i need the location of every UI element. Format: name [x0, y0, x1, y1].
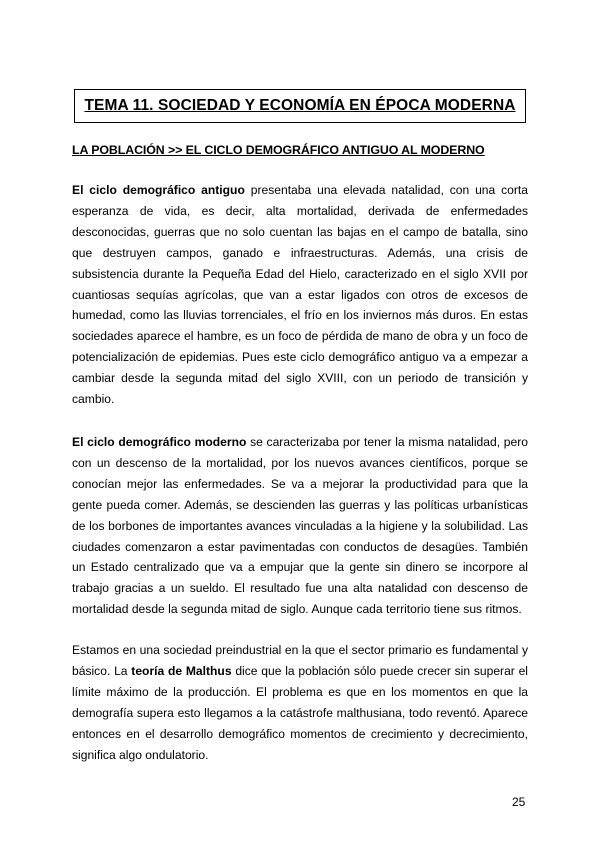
paragraph-body: presentaba una elevada natalidad, con una corta esperanza de vida, es decir, alta mortalidad, derivada de enfermedades desconocidas, guerras que no solo cuentan las bajas en el campo de batalla, sino que destruyen campos, ganado e infraestructuras. Además, una crisis de subsistencia durante la Pequeña Edad del Hielo, caracterizado en el siglo XVII por cuantiosas sequías agrícolas, que van a estar ligados con otros de excesos de humedad, como las lluvias torrenciales, el frío en los inviernos más duros. En estas sociedades aparece el hambre, es un foco de pérdida de mano de obra y un foco de potencialización de epidemias. Pues este ciclo demográfico antiguo va a empezar a cambiar desde la segunda mitad del siglo XVIII, con un periodo de transición y cambio. — [72, 183, 528, 407]
title-box — [74, 89, 526, 123]
paragraph-malthus — [72, 640, 528, 765]
page-number: 25 — [512, 795, 526, 809]
paragraph-ancient-cycle — [72, 180, 528, 410]
paragraph-body-after: dice que la población sólo puede crecer sin superar el límite máximo de la producción. El problema es que en los momentos en que la demografía supera esto llegamos a la catástrofe malthusiana, todo reventó. Aparece entonces en el desarrollo demográfico momentos de crecimiento y decrecimiento, significa algo ondulatorio. — [72, 663, 528, 762]
page-title: TEMA 11. SOCIEDAD Y ECONOMÍA EN ÉPOCA MODERNA — [84, 97, 516, 114]
paragraph-lead-bold: El ciclo demográfico antiguo — [72, 183, 245, 197]
section-subtitle: LA POBLACIÓN >> EL CICLO DEMOGRÁFICO ANTIGUO AL MODERNO — [72, 143, 485, 157]
paragraph-body: se caracterizaba por tener la misma natalidad, pero con un descenso de la mortalidad, por los nuevos avances científicos, porque se conocían mejor las enfermedades. Se va a mejorar la productividad para que la gente pueda comer. Además, se descienden las guerras y las políticas urbanísticas de los borbones de importantes avances vinculadas a la higiene y la solubilidad. Las ciudades comenzaron a estar pavimentadas con conductos de desagües. También un Estado centralizado que va a empujar que la gente sin dinero se incorpore al trabajo gracias a un sueldo. El resultado fue una alta natalidad con descenso de mortalidad desde la segunda mitad de siglo. Aunque cada territorio tiene sus ritmos. — [72, 435, 528, 617]
paragraph-modern-cycle — [72, 432, 528, 620]
paragraph-body-before: Estamos en una sociedad preindustrial en la que el sector primario es fundamental y básico. La — [72, 643, 528, 678]
paragraph-lead-bold: El ciclo demográfico moderno — [72, 435, 247, 449]
malthus-theory-bold: teoría de Malthus — [131, 663, 232, 678]
